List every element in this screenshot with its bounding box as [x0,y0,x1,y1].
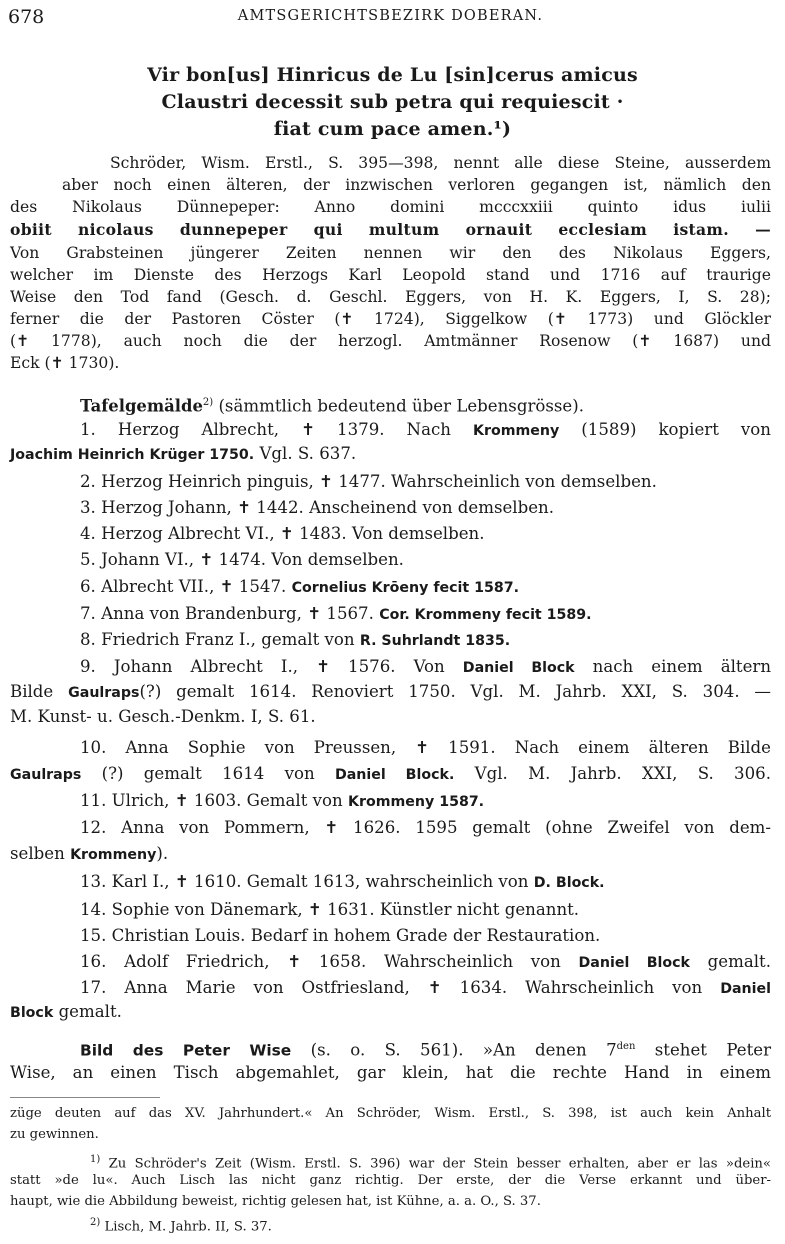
painter-name: Cor. Krommeny fecit 1589. [379,607,592,623]
painter-name: Krommeny [472,423,560,439]
list-item: 2. Herzog Heinrich pinguis, ✝ 1477. Wahrscheinlich von demselben. [80,472,657,491]
list-item: 5. Johann VI., ✝ 1474. Von demselben. [80,550,404,569]
inscription-line-1: Vir bon[us] Hinricus de Lu [sin]cerus amicus [147,64,638,86]
footnote-mark: 1) [90,1154,101,1165]
painter-name: Daniel Block [578,955,690,971]
painter-name: Cornelius Krōeny fecit 1587. [291,580,519,596]
wise-heading: Bild des Peter Wise [80,1041,292,1060]
inscription-line-2: Claustri decessit sub petra qui requiescit · [161,91,624,113]
painter-name: Daniel [720,981,771,997]
page-number: 678 [8,6,45,28]
footnote-ref: 2) [202,397,214,408]
running-header [8,6,773,30]
body-line: obiit nicolaus dunnepeper qui multum ornauit ecclesiam istam. — [10,220,771,239]
tafel-heading-line [80,392,771,418]
footnote-line: statt »de lu«. Auch Lisch las nicht ganz richtig. Der erste, der die Verse erkannt und über- [10,1173,771,1188]
footnote-rule [10,1097,160,1098]
footnote-line: zu gewinnen. [10,1127,99,1142]
list-item-cont: selben Krommeny). [10,844,169,863]
painter-name: Krommeny [70,847,157,863]
list-item-cont: Block gemalt. [10,1002,122,1021]
list-item-cont: Gaulraps (?) gemalt 1614 von Daniel Block. Vgl. M. Jahrb. XXI, S. 306. [10,764,771,783]
body-line: welcher im Dienste des Herzogs Karl Leopold stand und 1716 auf traurige [10,266,771,284]
list-item: 12. Anna von Pommern, ✝ 1626. 1595 gemalt (ohne Zweifel von dem- [80,818,771,837]
body-line: Von Grabsteinen jüngerer Zeiten nennen wir den des Nikolaus Eggers, [10,244,771,262]
list-item: 6. Albrecht VII., ✝ 1547. Cornelius Krōeny fecit 1587. [80,577,519,596]
list-item: 9. Johann Albrecht I., ✝ 1576. Von Daniel Block nach einem ältern [80,657,772,676]
wise-line-2: Wise, an einen Tisch abgemahlet, gar klein, hat die rechte Hand in einem [10,1063,771,1082]
list-item-cont: Joachim Heinrich Krüger 1750. Vgl. S. 637. [10,444,357,463]
list-item: 15. Christian Louis. Bedarf in hohem Grade der Restauration. [80,926,601,945]
list-item: 1. Herzog Albrecht, ✝ 1379. Nach Krommeny (1589) kopiert von [80,420,771,439]
list-item: 17. Anna Marie von Ostfriesland, ✝ 1634. Wahrscheinlich von Daniel [80,978,771,997]
list-item: 8. Friedrich Franz I., gemalt von R. Suhrlandt 1835. [80,630,511,649]
painter-name: D. Block. [533,875,605,891]
body-line: des Nikolaus Dünnepeper: Anno domini mcccxxiii quinto idus iulii [10,198,771,216]
tafel-heading-rest: (sämmtlich bedeutend über Lebensgrösse). [213,396,584,416]
wise-line-1: Bild des Peter Wise (s. o. S. 561). »An denen $7^{den}$ stehet Peter [80,1040,771,1060]
body-line: ferner die der Pastoren Cöster (✝ 1724), Siggelkow (✝ 1773) und Glöckler [10,310,771,328]
painter-name: Daniel Block [462,660,575,676]
body-line: aber noch einen älteren, der inzwischen verloren gegangen ist, nämlich den [62,176,771,194]
list-item: 16. Adolf Friedrich, ✝ 1658. Wahrscheinlich von Daniel Block gemalt. [80,952,771,971]
tafel-heading: Tafelgemälde [80,396,203,416]
body-line: Eck (✝ 1730). [10,354,120,372]
list-item: 10. Anna Sophie von Preussen, ✝ 1591. Nach einem älteren Bilde [80,738,771,757]
list-item-cont: M. Kunst- u. Gesch.-Denkm. I, S. 61. [10,707,316,726]
footnote-line: haupt, wie die Abbildung beweist, richtig gelesen hat, ist Kühne, a. a. O., S. 37. [10,1194,541,1209]
footnote-1: $^{1)}$ Zu Schröder's Zeit (Wism. Erstl. S. 396) war der Stein besser erhalten, aber er las »dein« [90,1154,771,1172]
painter-name: Joachim Heinrich Krüger 1750. [10,447,255,463]
footnote-mark: 2) [90,1217,101,1228]
list-item: 7. Anna von Brandenburg, ✝ 1567. Cor. Krommeny fecit 1589. [80,604,592,623]
painter-name: Daniel Block. [334,767,455,783]
list-item: 13. Karl I., ✝ 1610. Gemalt 1613, wahrscheinlich von D. Block. [80,872,605,891]
painter-name: R. Suhrlandt 1835. [359,633,511,649]
body-line: Schröder, Wism. Erstl., S. 395—398, nennt alle diese Steine, ausserdem [110,154,771,172]
painter-name: Block [10,1005,54,1021]
painter-name: Krommeny 1587. [347,794,485,810]
list-item: 3. Herzog Johann, ✝ 1442. Anscheinend von demselben. [80,498,554,517]
footnote-line: züge deuten auf das XV. Jahrhundert.« An Schröder, Wism. Erstl., S. 398, ist auch kein Anhalt [10,1106,771,1121]
list-item: 14. Sophie von Dänemark, ✝ 1631. Künstler nicht genannt. [80,900,580,919]
footnote-2: $^{2)}$ Lisch, M. Jahrb. II, S. 37. [90,1217,272,1235]
list-item-cont: Bilde Gaulraps(?) gemalt 1614. Renoviert 1750. Vgl. M. Jahrb. XXI, S. 304. — [10,682,772,701]
painter-name: Gaulraps [10,767,82,783]
list-item: 4. Herzog Albrecht VI., ✝ 1483. Von demselben. [80,524,485,543]
list-item: 11. Ulrich, ✝ 1603. Gemalt von Krommeny 1587. [80,791,485,810]
body-line: Weise den Tod fand (Gesch. d. Geschl. Eggers, von H. K. Eggers, I, S. 28); [10,288,771,306]
running-title: AMTSGERICHTSBEZIRK DOBERAN. [237,8,544,24]
body-line: (✝ 1778), auch noch die der herzogl. Amtmänner Rosenow (✝ 1687) und [10,332,771,350]
painter-name: Gaulraps [68,685,140,701]
inscription-line-3: fiat cum pace amen.¹) [273,118,512,140]
